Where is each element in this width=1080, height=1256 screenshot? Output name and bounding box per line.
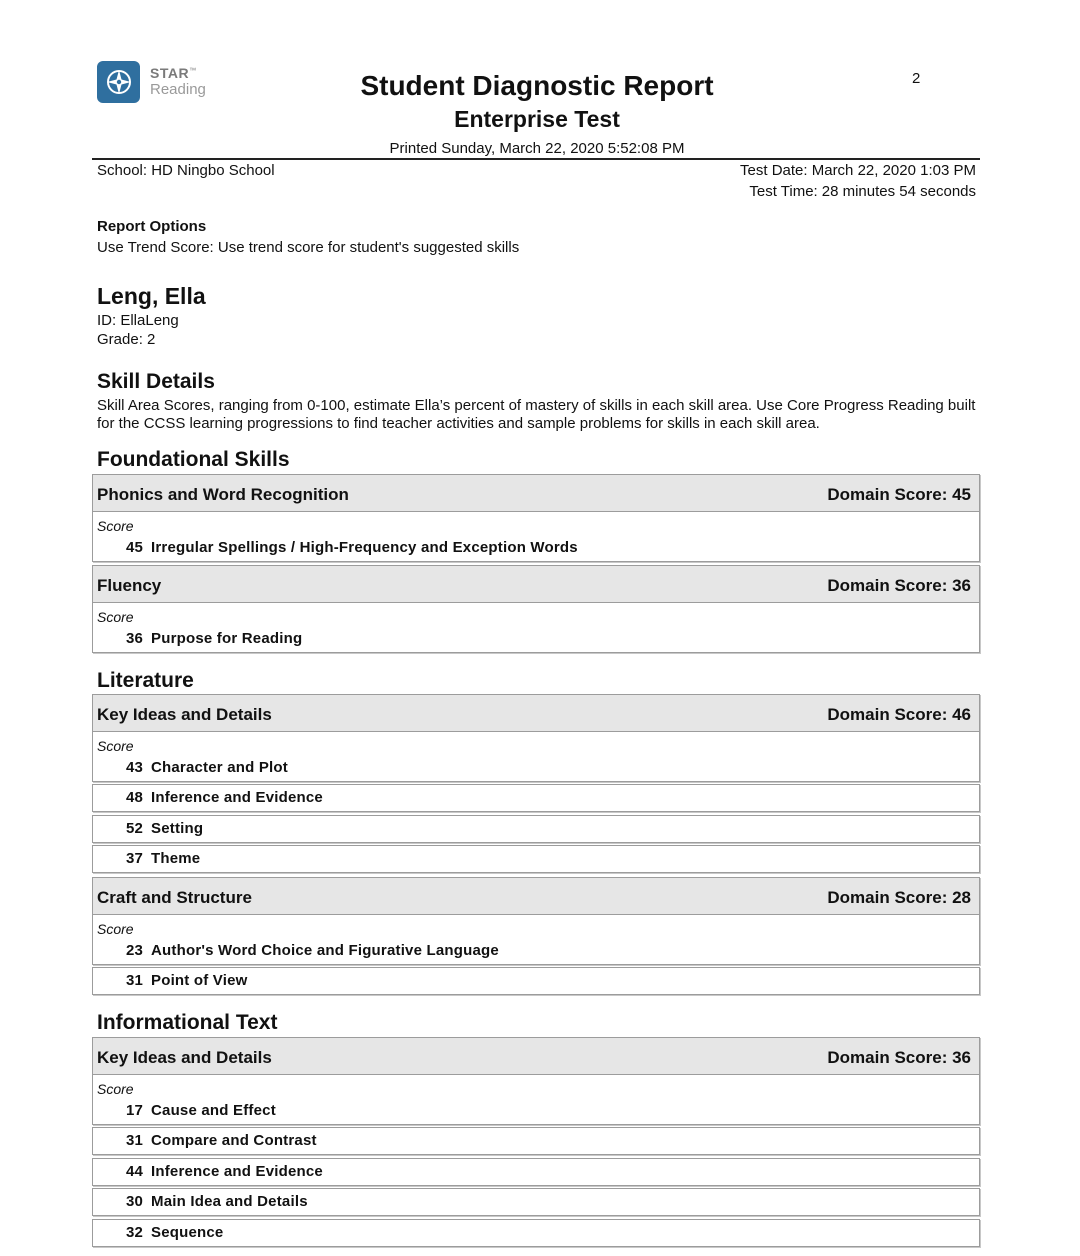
skill-score: 31 bbox=[126, 972, 144, 989]
skill-name: Character and Plot bbox=[151, 759, 288, 776]
score-column-label: Score bbox=[97, 1081, 134, 1097]
skill-name: Point of View bbox=[151, 972, 248, 989]
report-subtitle: Enterprise Test bbox=[454, 106, 620, 132]
group-title-informational-text: Informational Text bbox=[97, 1011, 278, 1034]
student-id: ID: EllaLeng bbox=[97, 312, 179, 329]
page-number: 2 bbox=[912, 70, 921, 87]
student-name: Leng, Ella bbox=[97, 283, 206, 309]
skill-row bbox=[92, 1158, 980, 1186]
group-title-foundational-skills: Foundational Skills bbox=[97, 448, 290, 471]
domain-name: Key Ideas and Details bbox=[97, 1048, 272, 1067]
skill-score: 37 bbox=[126, 850, 144, 867]
skill-details-description: Skill Area Scores, ranging from 0-100, estimate Ella’s percent of mastery of skills in each skill area. Use Core Progress Reading built for the CCSS learning progressions to find teacher activities and sample problems for skills in each skill area. bbox=[97, 397, 976, 432]
domain-header bbox=[93, 475, 979, 512]
score-column-label: Score bbox=[97, 609, 134, 625]
skill-score: 52 bbox=[126, 820, 144, 837]
skill-score: 45 bbox=[126, 539, 144, 556]
group-title-literature: Literature bbox=[97, 669, 194, 692]
skill-row bbox=[126, 942, 499, 959]
skill-score: 36 bbox=[126, 630, 144, 647]
skill-score: 31 bbox=[126, 1132, 144, 1149]
skill-score: 30 bbox=[126, 1193, 144, 1210]
skill-row bbox=[92, 1188, 980, 1216]
skill-score: 44 bbox=[126, 1163, 144, 1180]
skill-score: 48 bbox=[126, 789, 144, 806]
skill-score: 43 bbox=[126, 759, 144, 776]
score-column-label: Score bbox=[97, 921, 134, 937]
domain-key-ideas-and-details bbox=[92, 694, 980, 782]
skill-name: Author's Word Choice and Figurative Language bbox=[151, 942, 499, 959]
skill-row bbox=[92, 815, 980, 843]
domain-header bbox=[93, 1038, 979, 1075]
skill-row bbox=[92, 967, 980, 995]
domain-score: Domain Score: 36 bbox=[827, 576, 971, 595]
domain-key-ideas-and-details bbox=[92, 1037, 980, 1125]
domain-header bbox=[93, 566, 979, 603]
printed-timestamp: Printed Sunday, March 22, 2020 5:52:08 PM bbox=[389, 140, 685, 157]
header-divider bbox=[92, 158, 980, 160]
skill-name: Irregular Spellings / High-Frequency and Exception Words bbox=[151, 539, 578, 556]
skill-row bbox=[126, 630, 302, 647]
skill-name: Inference and Evidence bbox=[151, 789, 323, 806]
skill-row bbox=[92, 1127, 980, 1155]
score-column-label: Score bbox=[97, 518, 134, 534]
domain-name: Phonics and Word Recognition bbox=[97, 485, 349, 504]
skill-name: Theme bbox=[151, 850, 201, 867]
domain-name: Craft and Structure bbox=[97, 888, 252, 907]
domain-score: Domain Score: 45 bbox=[827, 485, 971, 504]
skill-name: Cause and Effect bbox=[151, 1102, 276, 1119]
skill-score: 32 bbox=[126, 1224, 144, 1241]
domain-score: Domain Score: 36 bbox=[827, 1048, 971, 1067]
skill-name: Setting bbox=[151, 820, 204, 837]
report-title: Student Diagnostic Report bbox=[360, 70, 714, 101]
skill-details-title: Skill Details bbox=[97, 370, 215, 393]
report-options-text: Use Trend Score: Use trend score for student's suggested skills bbox=[97, 239, 520, 256]
skill-row bbox=[126, 1102, 276, 1119]
skill-score: 23 bbox=[126, 942, 144, 959]
logo-brand: STAR™ bbox=[150, 65, 197, 81]
test-time: Test Time: 28 minutes 54 seconds bbox=[749, 183, 976, 200]
domain-header bbox=[93, 695, 979, 732]
domain-name: Fluency bbox=[97, 576, 162, 595]
test-date: Test Date: March 22, 2020 1:03 PM bbox=[740, 162, 976, 179]
report-options-heading: Report Options bbox=[97, 218, 207, 235]
skill-row bbox=[126, 759, 288, 776]
skill-row bbox=[92, 1219, 980, 1247]
skill-score: 17 bbox=[126, 1102, 144, 1119]
domain-fluency bbox=[92, 565, 980, 653]
skill-name: Purpose for Reading bbox=[151, 630, 303, 647]
skill-row bbox=[92, 784, 980, 812]
logo-product: Reading bbox=[150, 81, 206, 98]
skill-name: Main Idea and Details bbox=[151, 1193, 308, 1210]
skill-row bbox=[92, 845, 980, 873]
domain-phonics-and-word-recognition bbox=[92, 474, 980, 562]
score-column-label: Score bbox=[97, 738, 134, 754]
student-grade: Grade: 2 bbox=[97, 331, 156, 348]
skill-row bbox=[126, 539, 578, 556]
domain-header bbox=[93, 878, 979, 915]
domain-craft-and-structure bbox=[92, 877, 980, 965]
school-name: School: HD Ningbo School bbox=[97, 162, 275, 179]
domain-score: Domain Score: 28 bbox=[827, 888, 971, 907]
skill-name: Inference and Evidence bbox=[151, 1163, 323, 1180]
domain-name: Key Ideas and Details bbox=[97, 705, 272, 724]
skill-name: Compare and Contrast bbox=[151, 1132, 317, 1149]
skill-name: Sequence bbox=[151, 1224, 224, 1241]
domain-score: Domain Score: 46 bbox=[827, 705, 971, 724]
